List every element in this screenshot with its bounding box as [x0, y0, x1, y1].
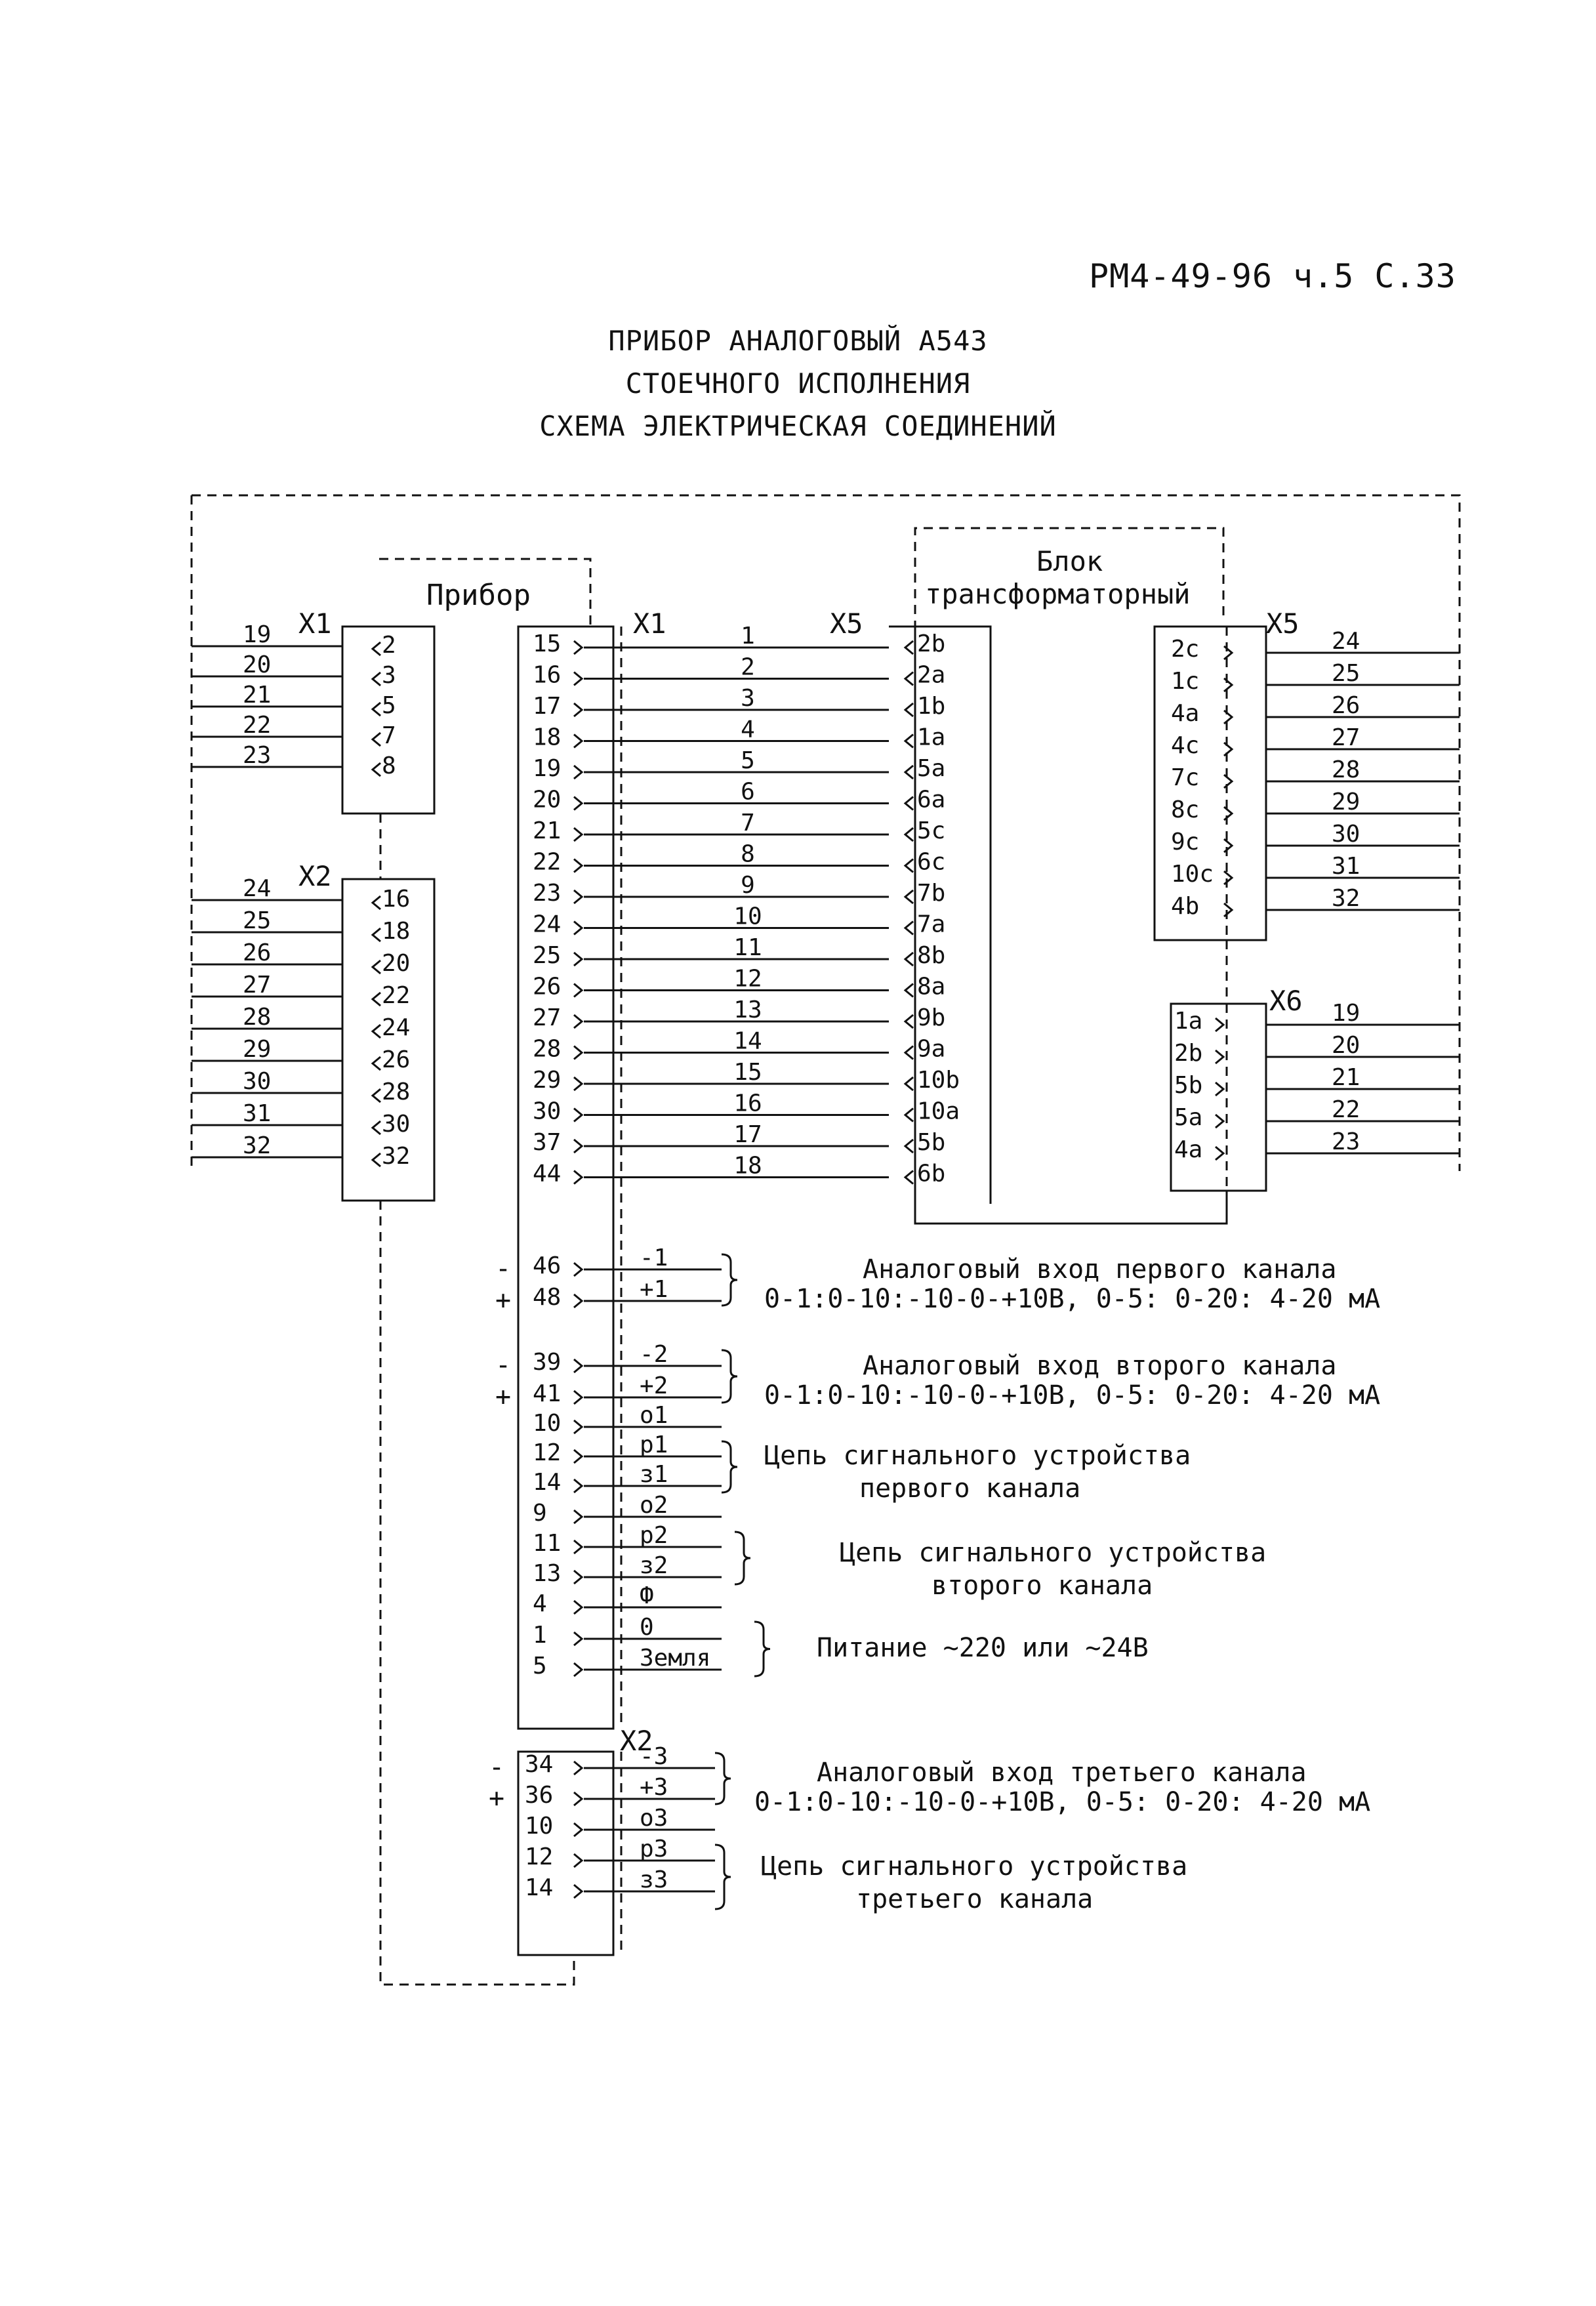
center-x1-pin-label: 37 [533, 1129, 562, 1156]
right-x6-pin-label: 4a [1174, 1136, 1203, 1163]
lower-x1-pin-arrow [574, 1420, 582, 1433]
label-right-x5: X5 [1266, 607, 1299, 640]
x5-pin-arrow [905, 859, 913, 873]
right-x5-pin-label: 9c [1171, 829, 1200, 855]
center-x1-pin-label: 29 [533, 1067, 562, 1094]
brace-sig1 [722, 1441, 737, 1493]
desc-ch1-ranges: 0-1:0-10:-10-0-+10В, 0-5: 0-20: 4-20 мА [764, 1284, 1381, 1314]
center-x1-wire-label: 2 [741, 653, 755, 681]
right-x5-wire-label: 28 [1332, 756, 1361, 783]
x5-pin-arrow [905, 735, 913, 748]
lower-x1-pin-label: 13 [533, 1560, 562, 1587]
right-x5-pin-label: 2c [1171, 636, 1200, 663]
right-x5-pin-label: 10c [1171, 861, 1214, 888]
center-x1-pin-arrow [574, 641, 582, 654]
center-x1-wire-label: 9 [741, 872, 755, 899]
lower-x1-pin-arrow [574, 1450, 582, 1463]
left-x1-pin-label: 7 [382, 722, 396, 749]
brace-ch3 [715, 1753, 731, 1804]
x5-pin-arrow [905, 984, 913, 997]
lower-x1-signal-label: з1 [640, 1461, 668, 1488]
lower-x2-pin-arrow [574, 1792, 582, 1805]
right-x5-pin-label: 4a [1171, 700, 1200, 727]
lower-x1-signal-label: o1 [640, 1402, 668, 1429]
x5-pin-arrow [905, 1109, 913, 1122]
center-x1-pin-arrow [574, 703, 582, 716]
x5-pin-arrow [905, 672, 913, 686]
lower-x1-signal-label: з2 [640, 1552, 668, 1579]
lower-x2-pin-label: 34 [525, 1751, 554, 1778]
lower-x1-pin-label: 9 [533, 1500, 547, 1527]
lower-x1-pin-label: 48 [533, 1284, 562, 1311]
center-x1-pin-label: 20 [533, 786, 562, 813]
x5-pin-arrow [905, 922, 913, 935]
desc-sig3-line2: третьего канала [856, 1884, 1094, 1914]
right-x5-pin-label: 8c [1171, 796, 1200, 823]
center-x1-wire-label: 8 [741, 840, 755, 868]
label-transformer-2: трансформаторный [925, 578, 1191, 610]
center-x1-wire-label: 15 [733, 1059, 762, 1086]
lower-x1-signal-label: Земля [640, 1645, 711, 1672]
desc-ch2-ranges: 0-1:0-10:-10-0-+10В, 0-5: 0-20: 4-20 мА [764, 1380, 1381, 1410]
right-x6-pin-label: 5a [1174, 1104, 1203, 1131]
left-x2-pin-arrow [373, 993, 380, 1006]
right-x5-wire-label: 26 [1332, 692, 1361, 719]
center-x1-pin-label: 18 [533, 724, 562, 751]
lower-x1-pin-label: 14 [533, 1469, 562, 1496]
left-x2-pin-label: 30 [382, 1111, 411, 1138]
lower-x2-pin-label: 12 [525, 1843, 554, 1870]
center-x1-pin-label: 16 [533, 661, 562, 689]
left-x2-pin-label: 26 [382, 1046, 411, 1073]
x5-pin-label: 8a [917, 973, 946, 1000]
left-x2-pin-label: 16 [382, 886, 411, 913]
left-x2-pin-label: 18 [382, 918, 411, 945]
center-x1-wire-label: 7 [741, 810, 755, 836]
left-x1-pin-label: 3 [382, 662, 396, 689]
lower-x1-pin-label: 39 [533, 1349, 562, 1376]
left-x2-pin-label: 24 [382, 1014, 411, 1041]
x5-pin-label: 6c [917, 848, 946, 876]
x5-pin-label: 7a [917, 911, 946, 938]
center-x1-wire-label: 13 [733, 997, 762, 1023]
desc-sig3-line1: Цепь сигнального устройства [761, 1851, 1188, 1882]
right-x6-pin-label: 2b [1174, 1040, 1203, 1067]
center-x1-pin-label: 44 [533, 1160, 562, 1187]
left-x2-wire-label: 30 [243, 1068, 272, 1095]
left-x1-pin-label: 2 [382, 632, 396, 659]
lower-x1-pin-arrow [574, 1510, 582, 1523]
left-x2-pin-label: 22 [382, 982, 411, 1009]
polarity-mark: - [495, 1350, 512, 1380]
left-x2-pin-label: 20 [382, 950, 411, 977]
left-x1-wire-label: 22 [243, 712, 272, 739]
x5-pin-label: 9b [917, 1004, 946, 1031]
center-x1-pin-label: 21 [533, 817, 562, 844]
transformer-bottom-loop [915, 1191, 1227, 1224]
lower-x2-signal-label: +3 [640, 1774, 668, 1801]
polarity-mark: - [489, 1752, 505, 1782]
lower-x1-pin-arrow [574, 1294, 582, 1307]
left-x2-wire-label: 27 [243, 972, 272, 999]
lower-x2-pin-arrow [574, 1823, 582, 1836]
right-x5-wire-label: 27 [1332, 724, 1361, 751]
right-x6-wire-label: 20 [1332, 1032, 1361, 1059]
left-x1-pin-label: 5 [382, 692, 396, 719]
label-center-x5: X5 [830, 607, 863, 640]
lower-x1-pin-label: 12 [533, 1439, 562, 1466]
left-x2-wire-label: 31 [243, 1100, 272, 1127]
center-x1-wire-label: 3 [741, 685, 755, 712]
lower-x2-signal-label: -3 [640, 1743, 668, 1770]
center-x1-wire-label: 12 [733, 965, 762, 993]
center-x1-wire-label: 6 [741, 778, 755, 806]
x5-pin-label: 5a [917, 755, 946, 782]
right-x5-pin-arrow [1224, 871, 1232, 884]
center-x1-wire-label: 18 [733, 1152, 762, 1180]
label-right-x6: X6 [1269, 985, 1303, 1017]
center-x1-pin-arrow [574, 890, 582, 903]
x5-pin-arrow [905, 797, 913, 810]
left-x2-pin-arrow [373, 960, 380, 974]
right-x5-wire-label: 31 [1332, 853, 1361, 880]
left-x2-wire-label: 26 [243, 939, 272, 966]
right-x5-pin-arrow [1224, 743, 1232, 756]
desc-ch3-title: Аналоговый вход третьего канала [817, 1758, 1307, 1788]
x5-pin-label: 7b [917, 880, 946, 907]
left-x1-pin-label: 8 [382, 752, 396, 779]
left-x2-wire-label: 32 [243, 1132, 272, 1159]
lower-x2-signal-label: o3 [640, 1805, 668, 1832]
lower-x1-signal-label: 0 [640, 1614, 654, 1641]
lower-x1-pin-label: 10 [533, 1410, 562, 1437]
left-x2-pin-arrow [373, 1153, 380, 1166]
right-x5-pin-arrow [1224, 839, 1232, 852]
center-x1-wire-label: 17 [733, 1121, 762, 1148]
center-x1-pin-arrow [574, 922, 582, 935]
brace-power [754, 1622, 770, 1676]
x5-pin-arrow [905, 641, 913, 654]
x5-pin-label: 10a [917, 1098, 960, 1125]
left-x1-pin-arrow [373, 703, 380, 716]
left-x2-pin-arrow [373, 896, 380, 909]
desc-sig2-line1: Цепь сигнального устройства [840, 1538, 1267, 1568]
right-x6-pin-arrow [1216, 1050, 1223, 1063]
x5-pin-label: 9a [917, 1035, 946, 1063]
right-x5-pin-arrow [1224, 807, 1232, 820]
x5-pin-label: 2a [917, 661, 946, 689]
document-code-header: РМ4-49-96 ч.5 С.33 [1089, 257, 1456, 295]
lower-x1-pin-label: 5 [533, 1653, 547, 1679]
center-x1-pin-arrow [574, 984, 582, 997]
left-x2-pin-label: 32 [382, 1143, 411, 1170]
lower-x2-pin-arrow [574, 1761, 582, 1775]
x5-pin-arrow [905, 890, 913, 903]
label-left-x1: X1 [298, 607, 332, 640]
right-x6-pin-arrow [1216, 1018, 1223, 1031]
right-x5-wire-label: 24 [1332, 628, 1361, 655]
lower-x2-pin-label: 36 [525, 1782, 554, 1809]
center-x1-pin-label: 26 [533, 973, 562, 1000]
lower-x1-signal-label: o2 [640, 1492, 668, 1519]
right-x5-pin-arrow [1224, 710, 1232, 724]
desc-sig2-line2: второго канала [931, 1571, 1153, 1601]
lower-x1-signal-label: -2 [640, 1341, 668, 1368]
x5-pin-label: 1a [917, 724, 946, 751]
brace-sig3 [715, 1845, 731, 1909]
left-x2-wire-label: 28 [243, 1004, 272, 1031]
right-x5-pin-label: 7c [1171, 764, 1200, 791]
x5-pin-arrow [905, 1171, 913, 1184]
x5-pin-label: 5b [917, 1129, 946, 1156]
center-x1-pin-label: 24 [533, 911, 562, 938]
title-line-1: ПРИБОР АНАЛОГОВЫЙ А543 [608, 325, 988, 357]
x5-pin-label: 10b [917, 1067, 960, 1094]
center-x1-wire-label: 4 [741, 716, 755, 743]
left-x1-wire-label: 19 [243, 621, 272, 648]
center-x1-pin-arrow [574, 1109, 582, 1122]
left-x2-wire-label: 24 [243, 875, 272, 902]
x5-pin-arrow [905, 766, 913, 779]
right-x5-wire-label: 29 [1332, 789, 1361, 815]
lower-x1-pin-label: 4 [533, 1590, 547, 1617]
brace-ch2 [722, 1350, 737, 1403]
lower-x1-pin-label: 46 [533, 1252, 562, 1279]
x5-pin-label: 5c [917, 817, 946, 844]
lower-x1-pin-arrow [574, 1632, 582, 1645]
left-x2-wire-label: 29 [243, 1036, 272, 1063]
desc-ch2-title: Аналоговый вход второго канала [863, 1351, 1337, 1381]
left-x1-pin-arrow [373, 642, 380, 655]
x5-pin-label: 6b [917, 1160, 946, 1187]
right-x6-pin-label: 5b [1174, 1072, 1203, 1099]
right-x6-pin-arrow [1216, 1115, 1223, 1128]
right-x6-wire-label: 22 [1332, 1096, 1361, 1123]
x5-pin-arrow [905, 703, 913, 716]
desc-ch3-ranges: 0-1:0-10:-10-0-+10В, 0-5: 0-20: 4-20 мА [754, 1787, 1371, 1817]
center-x1-pin-arrow [574, 828, 582, 841]
center-x1-pin-label: 27 [533, 1004, 562, 1031]
right-x5-pin-arrow [1224, 775, 1232, 788]
center-x1-pin-arrow [574, 1171, 582, 1184]
x5-pin-label: 2b [917, 630, 946, 657]
polarity-mark: + [495, 1285, 512, 1315]
left-x2-pin-arrow [373, 1089, 380, 1102]
lower-x1-pin-arrow [574, 1663, 582, 1676]
left-x1-pin-arrow [373, 733, 380, 746]
left-x2-wire-label: 25 [243, 907, 272, 934]
center-x1-pin-label: 30 [533, 1098, 562, 1125]
right-x6-wire-label: 19 [1332, 1000, 1361, 1027]
lower-x1-pin-arrow [574, 1391, 582, 1404]
lower-x1-pin-arrow [574, 1359, 582, 1372]
lower-x1-signal-label: +2 [640, 1372, 668, 1399]
x5-pin-arrow [905, 1077, 913, 1090]
center-x1-wire-label: 14 [733, 1027, 762, 1055]
x5-pin-arrow [905, 828, 913, 841]
right-x6-pin-arrow [1216, 1147, 1223, 1160]
left-x1-wire-label: 20 [243, 651, 272, 678]
center-x1-pin-arrow [574, 766, 582, 779]
center-x1-pin-label: 25 [533, 942, 562, 969]
lower-x1-pin-arrow [574, 1479, 582, 1493]
left-x2-pin-label: 28 [382, 1079, 411, 1105]
left-x1-pin-arrow [373, 672, 380, 686]
brace-ch1 [722, 1254, 737, 1306]
lower-x1-pin-label: 1 [533, 1622, 547, 1649]
x5-pin-arrow [905, 953, 913, 966]
left-x2-pin-arrow [373, 1121, 380, 1134]
center-x1-pin-label: 17 [533, 693, 562, 720]
lower-x2-pin-arrow [574, 1885, 582, 1898]
center-x1-pin-arrow [574, 735, 582, 748]
lower-x1-pin-arrow [574, 1601, 582, 1614]
x5-pin-label: 1b [917, 693, 946, 720]
lower-x1-signal-label: p1 [640, 1431, 668, 1458]
title-line-3: СХЕМА ЭЛЕКТРИЧЕСКАЯ СОЕДИНЕНИЙ [539, 410, 1057, 442]
x5-pin-arrow [905, 1015, 913, 1028]
desc-sig1-line2: первого канала [859, 1473, 1081, 1504]
center-x1-pin-label: 15 [533, 630, 562, 657]
center-x1-pin-arrow [574, 859, 582, 873]
x5-pin-arrow [905, 1140, 913, 1153]
polarity-mark: - [495, 1254, 512, 1284]
center-x1-pin-label: 22 [533, 848, 562, 876]
right-x5-wire-label: 32 [1332, 885, 1361, 912]
x5-pin-label: 6a [917, 786, 946, 813]
center-x1-wire-label: 10 [733, 903, 762, 930]
polarity-mark: + [495, 1382, 512, 1412]
center-x1-pin-label: 28 [533, 1035, 562, 1063]
desc-sig1-line1: Цепь сигнального устройства [764, 1441, 1191, 1471]
right-x6-wire-label: 23 [1332, 1128, 1361, 1155]
left-x1-wire-label: 21 [243, 682, 272, 709]
center-x1-pin-arrow [574, 672, 582, 686]
lower-x1-pin-arrow [574, 1263, 582, 1276]
right-x5-pin-arrow [1224, 646, 1232, 659]
right-x5-wire-label: 30 [1332, 821, 1361, 848]
center-x1-pin-arrow [574, 953, 582, 966]
title-line-2: СТОЕЧНОГО ИСПОЛНЕНИЯ [625, 367, 971, 400]
lower-x1-pin-label: 41 [533, 1380, 562, 1407]
lower-x1-signal-label: +1 [640, 1276, 668, 1303]
left-x1-wire-label: 23 [243, 742, 272, 769]
desc-power: Питание ~220 или ~24В [817, 1633, 1149, 1663]
right-x5-pin-label: 1c [1171, 668, 1200, 695]
center-x1-wire-label: 11 [733, 934, 762, 961]
lower-x2-pin-label: 14 [525, 1874, 554, 1901]
lower-x1-signal-label: -1 [640, 1245, 668, 1271]
label-left-x2: X2 [298, 860, 332, 892]
lower-x2-signal-label: p3 [640, 1836, 668, 1863]
lower-x1-pin-arrow [574, 1540, 582, 1554]
left-x2-pin-arrow [373, 928, 380, 941]
x5-pin-label: 8b [917, 942, 946, 969]
lower-x2-pin-label: 10 [525, 1813, 554, 1840]
right-x5-wire-label: 25 [1332, 660, 1361, 687]
right-x5-pin-arrow [1224, 678, 1232, 691]
label-center-x1: X1 [633, 607, 666, 640]
center-x1-pin-label: 23 [533, 880, 562, 907]
center-x1-pin-arrow [574, 1015, 582, 1028]
right-x5-pin-arrow [1224, 903, 1232, 916]
left-x1-pin-arrow [373, 763, 380, 776]
center-x1-wire-label: 5 [741, 747, 755, 774]
center-x1-pin-arrow [574, 1077, 582, 1090]
center-x1-pin-arrow [574, 1046, 582, 1060]
lower-x1-signal-label: Ф [640, 1582, 654, 1609]
center-x1-wire-label: 16 [733, 1090, 762, 1117]
right-x5-pin-label: 4b [1171, 893, 1200, 920]
brace-sig2 [735, 1532, 750, 1584]
label-lower-x2: X2 [620, 1725, 653, 1757]
label-transformer-1: Блок [1036, 545, 1103, 577]
right-x6-wire-label: 21 [1332, 1064, 1361, 1091]
left-x2-pin-arrow [373, 1025, 380, 1038]
lower-x1-signal-label: p2 [640, 1522, 668, 1549]
right-x6-pin-label: 1a [1174, 1008, 1203, 1035]
center-x1-wire-label: 1 [741, 623, 755, 649]
center-x1-pin-label: 19 [533, 755, 562, 782]
center-x1-pin-arrow [574, 797, 582, 810]
right-x5-pin-label: 4c [1171, 732, 1200, 759]
lower-x1-pin-arrow [574, 1571, 582, 1584]
desc-ch1-title: Аналоговый вход первого канала [863, 1254, 1337, 1285]
lower-x2-signal-label: з3 [640, 1866, 668, 1893]
left-x2-pin-arrow [373, 1057, 380, 1070]
polarity-mark: + [489, 1783, 505, 1813]
lower-x1-pin-label: 11 [533, 1530, 562, 1557]
right-x6-pin-arrow [1216, 1082, 1223, 1096]
x5-pin-arrow [905, 1046, 913, 1060]
label-pribor: Прибор [426, 579, 531, 612]
center-x1-pin-arrow [574, 1140, 582, 1153]
lower-x2-pin-arrow [574, 1854, 582, 1867]
